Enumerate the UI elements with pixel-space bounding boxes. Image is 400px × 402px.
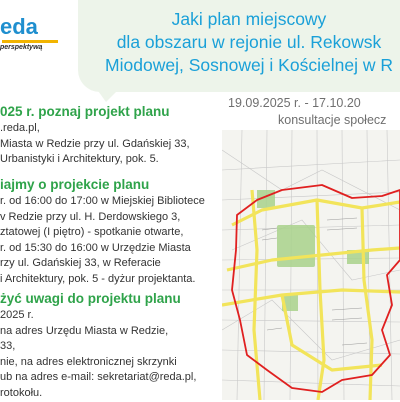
logo-bar <box>2 40 58 43</box>
section3-line: ub na adres e-mail: sekretariat@reda.pl, <box>0 371 197 384</box>
section1-line: .reda.pl, <box>0 122 40 134</box>
section-discuss-project <box>0 176 205 288</box>
section2-line: r. od 15:30 do 16:00 w Urzędzie Miasta <box>0 241 191 254</box>
title-bubble-tail <box>96 88 120 102</box>
section3-line: 2025 r. <box>0 309 34 321</box>
section2-line: rzy ul. Gdańskiej 33, w Referacie <box>0 257 161 270</box>
section3-line: nie, na adres elektronicznej skrzynki <box>0 355 177 368</box>
title-line-3: Miodowej, Sosnowej i Kościelnej w R <box>105 55 393 75</box>
logo-tagline: perspektywą <box>0 44 43 51</box>
section3-line: 33, <box>0 340 16 353</box>
section3-line: na adres Urzędu Miasta w Redzie, <box>0 324 169 337</box>
consultation-dates: 19.09.2025 r. - 17.10.20 <box>228 96 361 110</box>
page-title <box>98 8 400 77</box>
section2-heading: iajmy o projekcie planu <box>0 177 150 192</box>
section1-line: Miasta w Redzie przy ul. Gdańskiej 33, <box>0 137 190 150</box>
section2-line: i Architektury, pok. 5 - dyżur projektanta. <box>0 272 196 285</box>
section-submit-comments <box>0 290 196 402</box>
title-line-2: dla obszaru w rejonie ul. Rekowsk <box>116 32 382 52</box>
consultation-label: konsultacje społecz <box>278 113 387 127</box>
section3-heading: żyć uwagi do projektu planu <box>0 291 181 306</box>
section1-line: Urbanistyki i Architektury, pok. 5. <box>0 153 159 166</box>
logo-text: eda <box>0 14 38 39</box>
section2-line: ztatowej (I piętro) - spotkanie otwarte, <box>0 226 184 239</box>
section2-line: v Redzie przy ul. H. Derdowskiego 3, <box>0 210 181 223</box>
reda-logo <box>0 0 70 62</box>
section3-line: rotokołu. <box>0 386 43 399</box>
section-view-project <box>0 103 190 168</box>
section2-line: r. od 16:00 do 17:00 w Miejskiej Bibliotece <box>0 195 205 207</box>
section1-heading: 025 r. poznaj projekt planu <box>0 104 170 119</box>
title-line-1: Jaki plan miejscowy <box>171 9 327 29</box>
zoning-map <box>222 130 400 400</box>
